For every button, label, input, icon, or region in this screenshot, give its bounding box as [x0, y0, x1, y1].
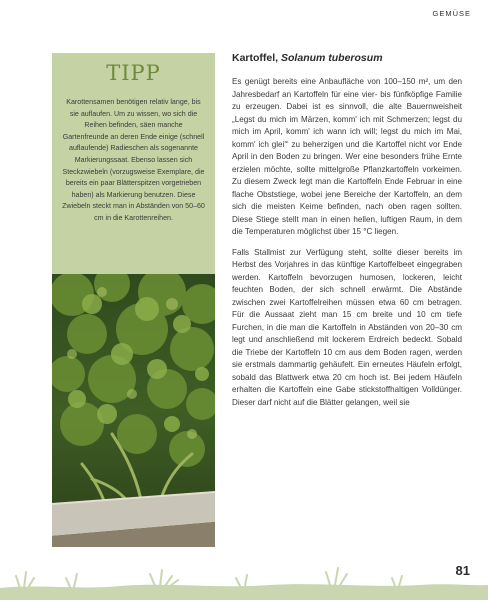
article-paragraph: Es genügt bereits eine Anbaufläche von 100–150 m², um den Jahresbedarf an Kartoffeln für eine vier- bis fünfköpfige Familie zu erzeugen. Dabei ist es sinnvoll, die alte Bauernweisheit „Legst du mich im Märzen, komm' ich mit Schmerzen; legst du mich im April, komm' ich wann ich will; legst du mich im Mai, komm' ich glei'“ zu beherzigen und die Kartoffel nicht vor Ende April in den Boden zu bringen. Wer eine besonders frühe Ernte erzielen möchte, sollte mittelgroße Pflanzkartoffeln vorkeimen. Zu diesem Zweck legt man die Kartoffeln Ende Februar in eine flache Obststiege, wobei jene Bereiche der Kartoffeln, an dem sich die meisten Keime befinden, nach oben ragen sollten. Diese Stiege stellt man in einen hellen, luftigen Raum, in dem die Temperaturen möglichst über 15 °C liegen.: [232, 77, 462, 236]
page-number: 81: [455, 563, 470, 578]
grass-decoration: [0, 558, 488, 600]
section-label: GEMÜSE: [432, 9, 471, 18]
article-title: [232, 52, 462, 64]
article-title-main: Kartoffel,: [232, 52, 279, 64]
tipp-box: [52, 53, 215, 274]
tipp-title: TIPP: [106, 61, 161, 85]
photo-carrots-onions: [52, 274, 215, 547]
article-body: [232, 76, 462, 417]
tipp-body: Karottensamen benötigen relativ lange, bis sie auflaufen. Um zu wissen, wo sich die Reihen befinden, säen manche Gartenfreunde an deren Ende einige (schnell auflaufende) Radieschen als sogenannte Markierungssaat. Ebenso lassen sich Steckzwiebeln (vorzugsweise Exemplare, die bereits ein paar Blätterspitzen vorgetrieben haben) als Markierung benutzen. Diese Zwiebeln steckt man in Abständen von 50–60 cm in die Karottenreihen.: [62, 98, 205, 222]
article-paragraph: Falls Stallmist zur Verfügung steht, sollte dieser bereits im Herbst des Vorjahres in das künftige Kartoffelbeet eingegraben werden. Kartoffeln bevorzugen humosen, lockeren, leicht feuchten Boden, der sich schnell erwärmt. Die Abstände zwischen zwei Kartoffelreihen müssen etwa 60 cm betragen. Für die Aussaat zieht man 15 cm breite und 10 cm tiefe Furchen, in die man die Kartoffeln in Abständen von 20–30 cm legt und anschließend mit lockerem Erdreich bedeckt. Sobald die Triebe der Kartoffeln 10 cm aus dem Boden ragen, werden sie erstmals dammartig gehäufelt. Ein erneutes Häufeln erfolgt, sobald das Blattwerk etwa 20 cm hoch ist. Bei jedem Häufeln erhalten die Kartoffeln eine Gabe stickstoffhaltigen Volldünger. Dieser darf nicht auf die Blätter gelangen, weil sie: [232, 247, 462, 407]
photo-illustration: [52, 274, 215, 547]
article-title-latin: Solanum tuberosum: [281, 52, 383, 64]
